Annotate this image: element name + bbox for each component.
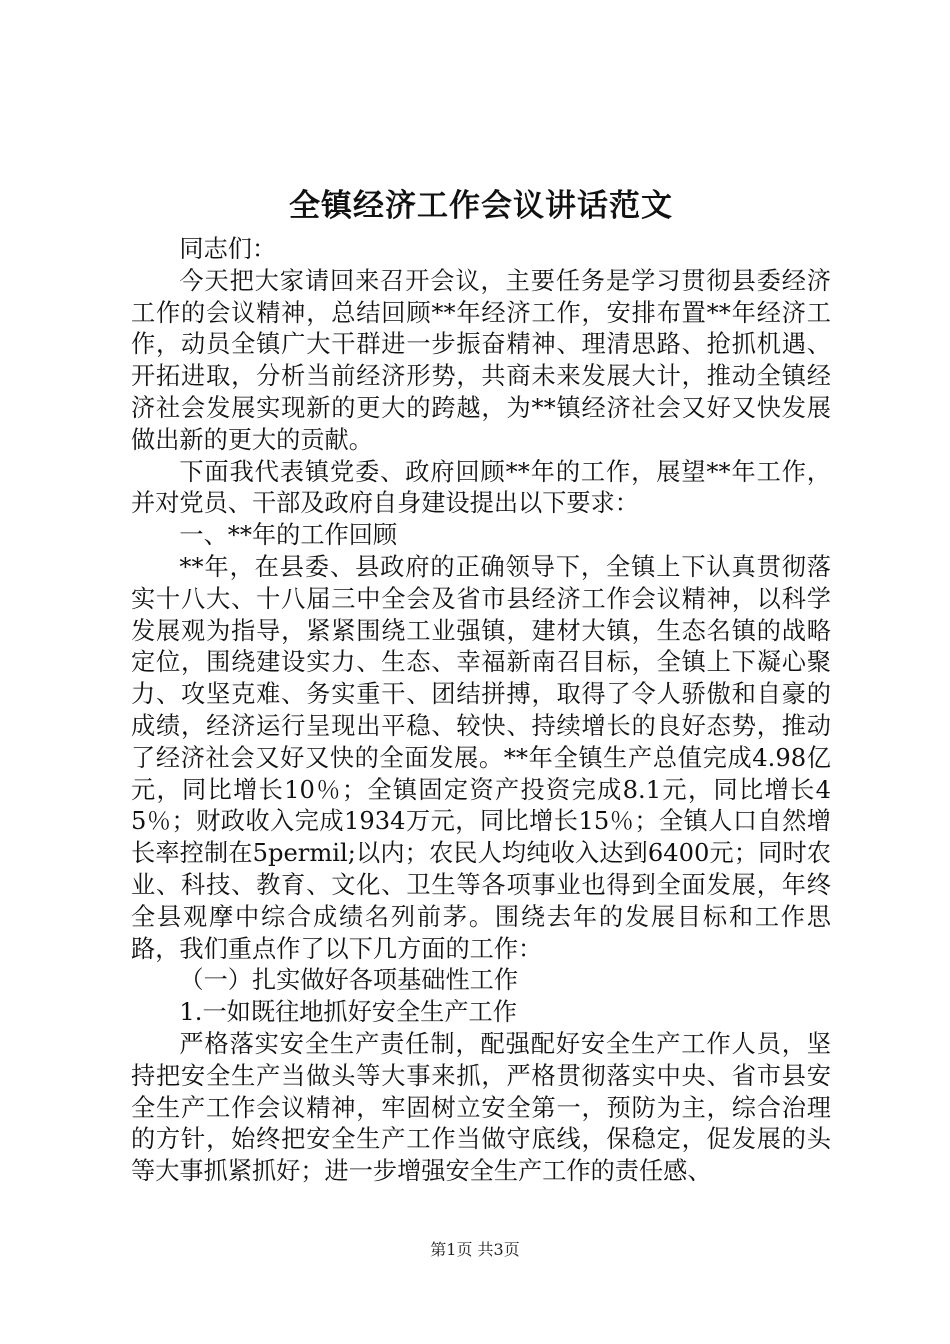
- document-page: [131, 182, 831, 1188]
- paragraph-safety: 严格落实安全生产责任制，配强配好安全生产工作人员，坚持把安全生产当做头等大事来抓，严格贯彻落实中央、省市县安全生产工作会议精神，牢固树立安全第一，预防为主，综合治理的方针，始终把安全生产工作当做守底线，保稳定，促发展的头等大事抓紧抓好；进一步增强安全生产工作的责任感、: [131, 1029, 831, 1186]
- paragraph-outline: 下面我代表镇党委、政府回顾**年的工作，展望**年工作，并对党员、干部及政府自身建设提出以下要求：: [131, 457, 831, 518]
- subsection-heading-1: （一）扎实做好各项基础性工作: [179, 966, 519, 995]
- salutation: 同志们：: [179, 235, 277, 263]
- document-title: 全镇经济工作会议讲话范文: [289, 188, 673, 224]
- item-heading-1: 1.一如既往地抓好安全生产工作: [179, 998, 517, 1027]
- paragraph-review: **年，在县委、县政府的正确领导下，全镇上下认真贯彻落实十八大、十八届三中全会及省市县经济工作会议精神，以科学发展观为指导，紧紧围绕工业强镇，建材大镇，生态名镇的战略定位，围绕建设实力、生态、幸福新南召目标，全镇上下凝心聚力、攻坚克难、务实重干、团结拼搏，取得了令人骄傲和自豪的成绩，经济运行呈现出平稳、较快、持续增长的良好态势，推动了经济社会又好又快的全面发展。**年全镇生产总值完成4.98亿元，同比增长10％；全镇固定资产投资完成8.1元，同比增长45％；财政收入完成1934万元，同比增长15％；全镇人口自然增长率控制在5permil;以内；农民人均纯收入达到6400元；同时农业、科技、教育、文化、卫生等各项事业也得到全面发展，年终全县观摩中综合成绩名列前茅。围绕去年的发展目标和工作思路，我们重点作了以下几方面的工作：: [131, 552, 831, 963]
- page-footer: 第1页 共3页: [430, 1240, 520, 1259]
- section-heading-1: 一、**年的工作回顾: [179, 521, 398, 550]
- paragraph-intro: 今天把大家请回来召开会议，主要任务是学习贯彻县委经济工作的会议精神，总结回顾**年经济工作，安排布置**年经济工作，动员全镇广大干群进一步振奋精神、理清思路、抢抓机遇、开拓进取，分析当前经济形势，共商未来发展大计，推动全镇经济社会发展实现新的更大的跨越，为**镇经济社会又好又快发展做出新的更大的贡献。: [131, 266, 831, 454]
